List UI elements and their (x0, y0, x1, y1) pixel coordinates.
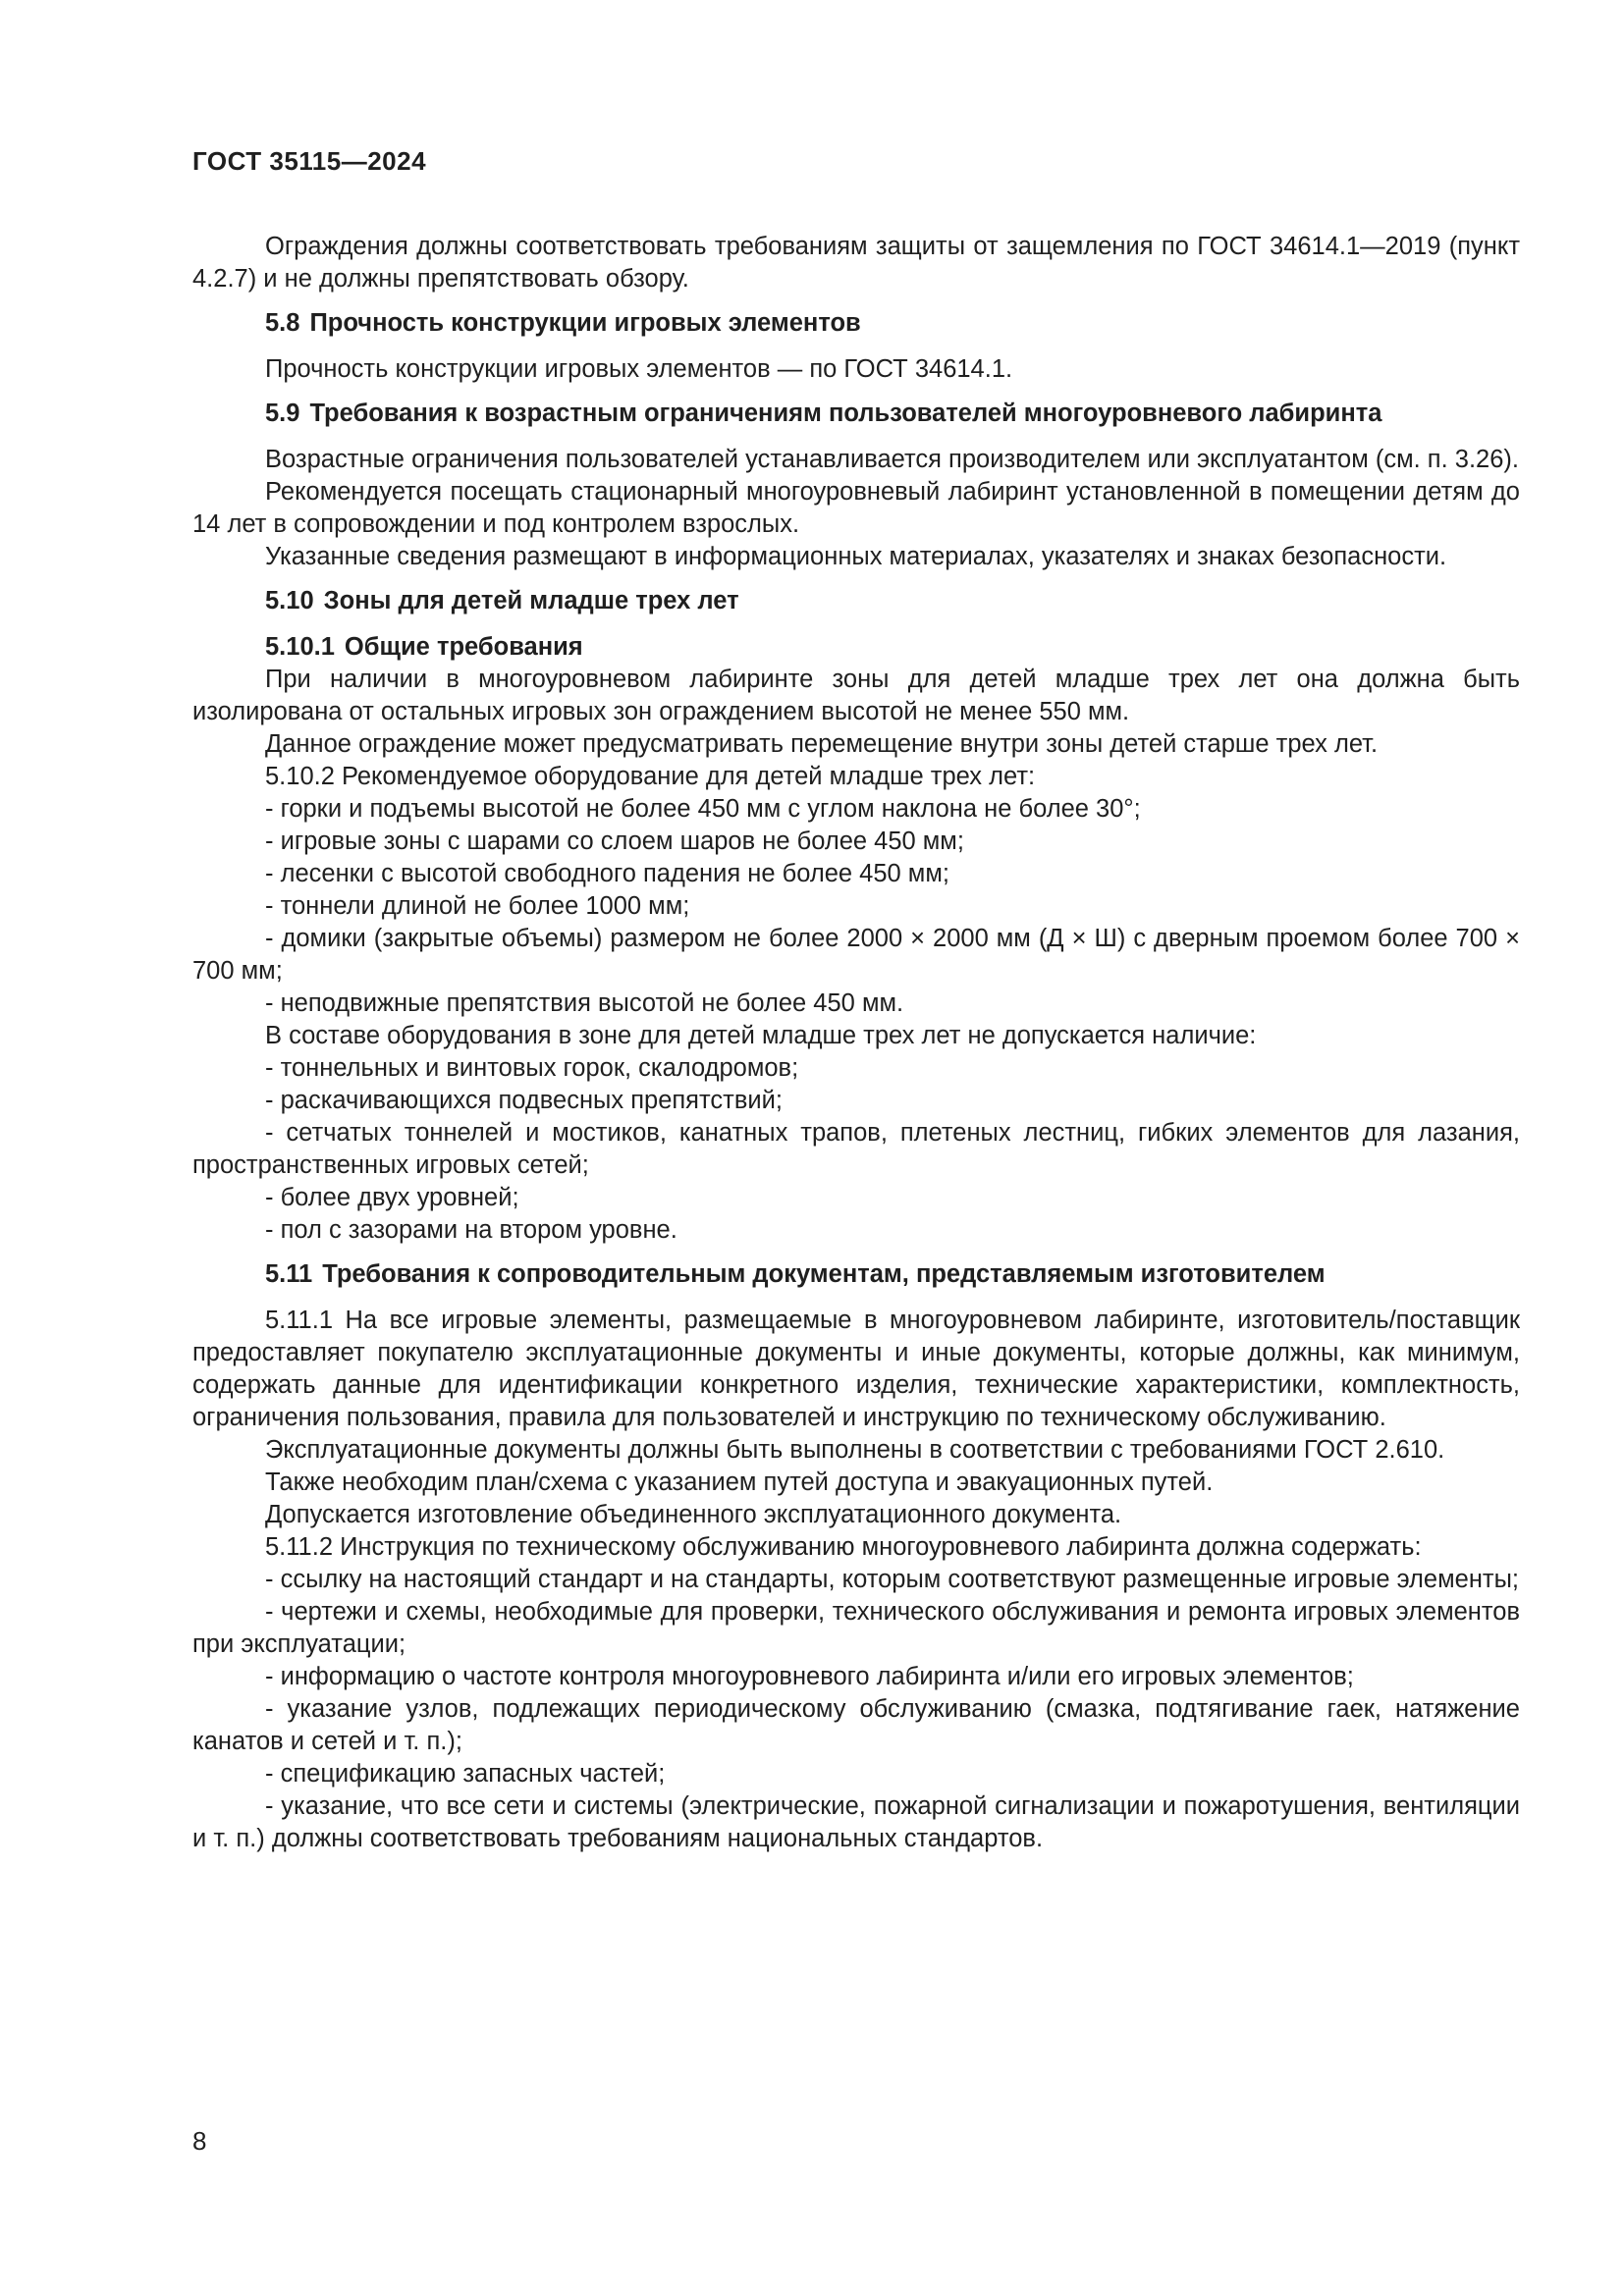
paragraph: - тоннели длиной не более 1000 мм; (265, 892, 690, 920)
section-number: 5.8 (265, 309, 300, 337)
paragraph: - тоннельных и винтовых горок, скалодромов; (265, 1054, 799, 1082)
paragraph: Указанные сведения размещают в информационных материалах, указателях и знаках безопасности. (265, 543, 1447, 570)
section-number: 5.11 (265, 1260, 313, 1288)
section-title: Требования к сопроводительным документам, представляемым изготовителем (322, 1260, 1326, 1288)
section-number: 5.10 (265, 587, 314, 614)
section-heading (192, 1258, 1520, 1291)
section-heading (192, 307, 1520, 340)
document-header: ГОСТ 35115—2024 (192, 146, 427, 176)
paragraph: - указание узлов, подлежащих периодическому обслуживанию (смазка, подтягивание гаек, натяжение канатов и сетей и т. п.); (192, 1695, 1520, 1755)
document-page (192, 145, 1520, 1855)
section-title: Зоны для детей младше трех лет (323, 587, 739, 614)
paragraph: Данное ограждение может предусматривать перемещение внутри зоны детей старше трех лет. (265, 730, 1379, 758)
paragraph: - сетчатых тоннелей и мостиков, канатных трапов, плетеных лестниц, гибких элементов для лазания, пространственных игровых сетей; (192, 1119, 1520, 1179)
paragraph: 5.11.1 На все игровые элементы, размещаемые в многоуровневом лабиринте, изготовитель/поставщик предоставляет покупателю эксплуатационные документы и иные документы, которые должны, как минимум, содержать данные для идентификации конкретного изделия, технические характеристики, комплектность, ограничения пользования, правила для пользователей и инструкцию по техническому обслуживанию. (192, 1307, 1520, 1431)
paragraph: - пол с зазорами на втором уровне. (265, 1216, 677, 1244)
section-title: Требования к возрастным ограничениям пользователей многоуровневого лабиринта (309, 400, 1382, 427)
paragraph: - горки и подъемы высотой не более 450 мм с углом наклона не более 30°; (265, 795, 1141, 823)
paragraph: - домики (закрытые объемы) размером не более 2000 × 2000 мм (Д × Ш) с дверным проемом более 700 × 700 мм; (192, 925, 1520, 985)
paragraph: В составе оборудования в зоне для детей младше трех лет не допускается наличие: (265, 1022, 1257, 1049)
paragraph: При наличии в многоуровневом лабиринте зоны для детей младше трех лет она должна быть изолирована от остальных игровых зон ограждением высотой не менее 550 мм. (192, 666, 1520, 725)
paragraph: - более двух уровней; (265, 1184, 519, 1211)
paragraph: - чертежи и схемы, необходимые для проверки, технического обслуживания и ремонта игровых элементов при эксплуатации; (192, 1598, 1520, 1658)
paragraph: 5.10.2 Рекомендуемое оборудование для детей младше трех лет: (265, 763, 1036, 790)
paragraph: Также необходим план/схема с указанием путей доступа и эвакуационных путей. (265, 1468, 1214, 1496)
section-title: Прочность конструкции игровых элементов (309, 309, 861, 337)
paragraph: - раскачивающихся подвесных препятствий; (265, 1087, 783, 1114)
section-title: Общие требования (344, 633, 583, 661)
paragraph: Эксплуатационные документы должны быть выполнены в соответствии с требованиями ГОСТ 2.610. (265, 1436, 1445, 1464)
section-heading (192, 398, 1520, 430)
paragraph: - лесенки с высотой свободного падения не более 450 мм; (265, 860, 949, 887)
paragraph: Рекомендуется посещать стационарный многоуровневый лабиринт установленной в помещении детям до 14 лет в сопровождении и под контролем взрослых. (192, 478, 1520, 538)
paragraph: Допускается изготовление объединенного эксплуатационного документа. (265, 1501, 1122, 1528)
section-number: 5.10.1 (265, 633, 335, 661)
document-body (192, 231, 1520, 1855)
paragraph: 5.11.2 Инструкция по техническому обслуживанию многоуровневого лабиринта должна содержать: (265, 1533, 1422, 1561)
page-number: 8 (192, 2126, 207, 2156)
paragraph: - неподвижные препятствия высотой не более 450 мм. (265, 989, 904, 1017)
paragraph: - игровые зоны с шарами со слоем шаров не более 450 мм; (265, 828, 964, 855)
paragraph: Возрастные ограничения пользователей устанавливается производителем или эксплуатантом (см. п. 3.26). (265, 446, 1519, 473)
paragraph: - ссылку на настоящий стандарт и на стандарты, которым соответствуют размещенные игровые элементы; (265, 1566, 1519, 1593)
section-number: 5.9 (265, 400, 300, 427)
subsection-heading (192, 631, 1520, 664)
paragraph: Ограждения должны соответствовать требованиям защиты от защемления по ГОСТ 34614.1—2019 (пункт 4.2.7) и не должны препятствовать обзору. (192, 233, 1520, 293)
paragraph: Прочность конструкции игровых элементов — по ГОСТ 34614.1. (265, 355, 1013, 383)
paragraph: - указание, что все сети и системы (электрические, пожарной сигнализации и пожаротушения, вентиляции и т. п.) должны соответствовать требованиям национальных стандартов. (192, 1792, 1520, 1852)
section-heading (192, 585, 1520, 617)
paragraph: - информацию о частоте контроля многоуровневого лабиринта и/или его игровых элементов; (265, 1663, 1354, 1690)
paragraph: - спецификацию запасных частей; (265, 1760, 666, 1788)
